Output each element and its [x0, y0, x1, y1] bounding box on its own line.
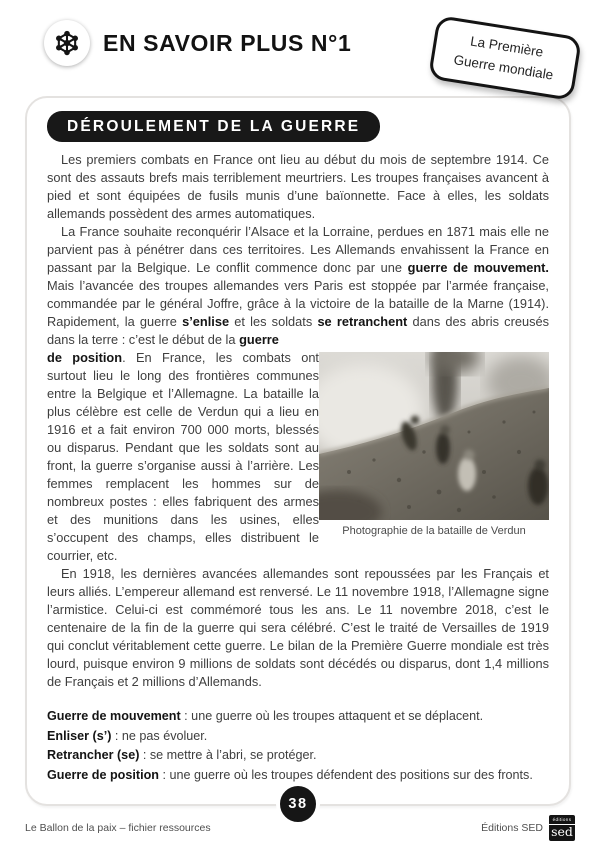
glossary-term: Retrancher (se)	[47, 748, 140, 762]
glossary-term: Enliser (s’)	[47, 728, 112, 743]
glossary-entry	[47, 746, 549, 766]
section-title: DÉROULEMENT DE LA GUERRE	[47, 111, 380, 142]
paragraph-guerre-position: de position. En France, les combats ont surtout lieu le long des frontières communes entre la Belgique et l’Allemagne. La bataille la plus célèbre est celle de Verdun qui a lieu en 1916 et a fait environ 700 000 morts, blessés ou disparus. Pendant que les soldats sont au front, la guerre s’organise aussi à l’arrière. Les femmes remplacent les hommes sur de nombreux postes : elles fabriquent des armes et des munitions dans les usines, elles s’occupent des champs, elles distribuent le courrier, etc.	[47, 350, 319, 563]
sed-logo-text: sed	[549, 824, 575, 842]
paragraph-first-combats: Les premiers combats en France ont lieu au début du mois de septembre 1914. Ce sont des assauts brefs mais terriblement meurtriers. Les troupes françaises avancent à pied et sont équipées de fusils munis d’une baïonnette. Face à elles, les soldats allemands possèdent des armes automatiques.	[47, 152, 549, 221]
glossary-definition: : ne pas évoluer.	[111, 728, 208, 743]
footer-book-title: Le Ballon de la paix – fichier ressources	[25, 822, 211, 834]
glossary-definition: : une guerre où les troupes attaquent et se déplacent.	[180, 709, 484, 723]
sed-logo-top-text: éditions	[552, 817, 572, 823]
theme-badge-line-2: Guerre mondiale	[452, 52, 555, 83]
glossary-definition: : une guerre où les troupes défendent des positions sur des fronts.	[158, 767, 533, 782]
glossary-term: Guerre de position	[47, 767, 159, 782]
glossary	[47, 707, 549, 785]
sed-publisher-logo	[549, 815, 575, 841]
theme-badge	[428, 15, 582, 101]
paragraph-fin-de-guerre: En 1918, les dernières avancées allemandes sont repoussées par les Français et leurs alliés. L’empereur allemand est renversé. Le 11 novembre 1918, l’Allemagne signe l’armistice. Celui-ci est commémoré tous les ans. Le 11 novembre 2018, c’est le centenaire de la fin de la guerre qui sera célébré. C’est le traité de Versailles de 1919 qui conclut véritablement cette guerre. Le bilan de la Première Guerre mondiale est très lourd, puisque environ 9 millions de soldats sont décédés ou disparus, dont 1,4 millions de Français et 2 millions d’Allemands.	[47, 566, 549, 689]
glossary-entry	[47, 727, 549, 747]
publisher-name: Éditions SED	[481, 822, 543, 834]
glossary-term: Guerre de mouvement	[47, 709, 181, 723]
page-title: EN SAVOIR PLUS N°1	[103, 29, 352, 56]
verdun-photo	[319, 352, 549, 520]
footer-publisher	[481, 815, 575, 841]
glossary-entry	[47, 707, 549, 727]
content-card	[25, 96, 571, 812]
paragraph-guerre-mouvement: La France souhaite reconquérir l’Alsace et la Lorraine, perdues en 1871 mais elle ne parvient pas à pénétrer dans ces territoires. Les Allemands envahissent la France en passant par la Belgique. Le conflit commence donc par une guerre de mouvement. Mais l’avancée des troupes allemandes vers Paris est stoppée par l’armée française, commandée par le général Joffre, grâce à la victoire de la bataille de la Marne (1914). Rapidement, la guerre s’enlise et les soldats se retranchent dans des abris creusés dans la terre : c’est le début de la guerre	[47, 224, 549, 347]
molecule-icon	[44, 20, 90, 66]
page-footer	[25, 815, 575, 841]
photo-caption: Photographie de la bataille de Verdun	[342, 525, 526, 537]
verdun-photo-figure	[319, 352, 549, 538]
theme-badge-line-1: La Première	[469, 33, 545, 60]
page-header	[44, 20, 351, 66]
glossary-definition: : se mettre à l’abri, se protéger.	[139, 748, 317, 762]
page-number-badge: 38	[276, 782, 320, 826]
text-photo-wrap	[47, 349, 549, 565]
